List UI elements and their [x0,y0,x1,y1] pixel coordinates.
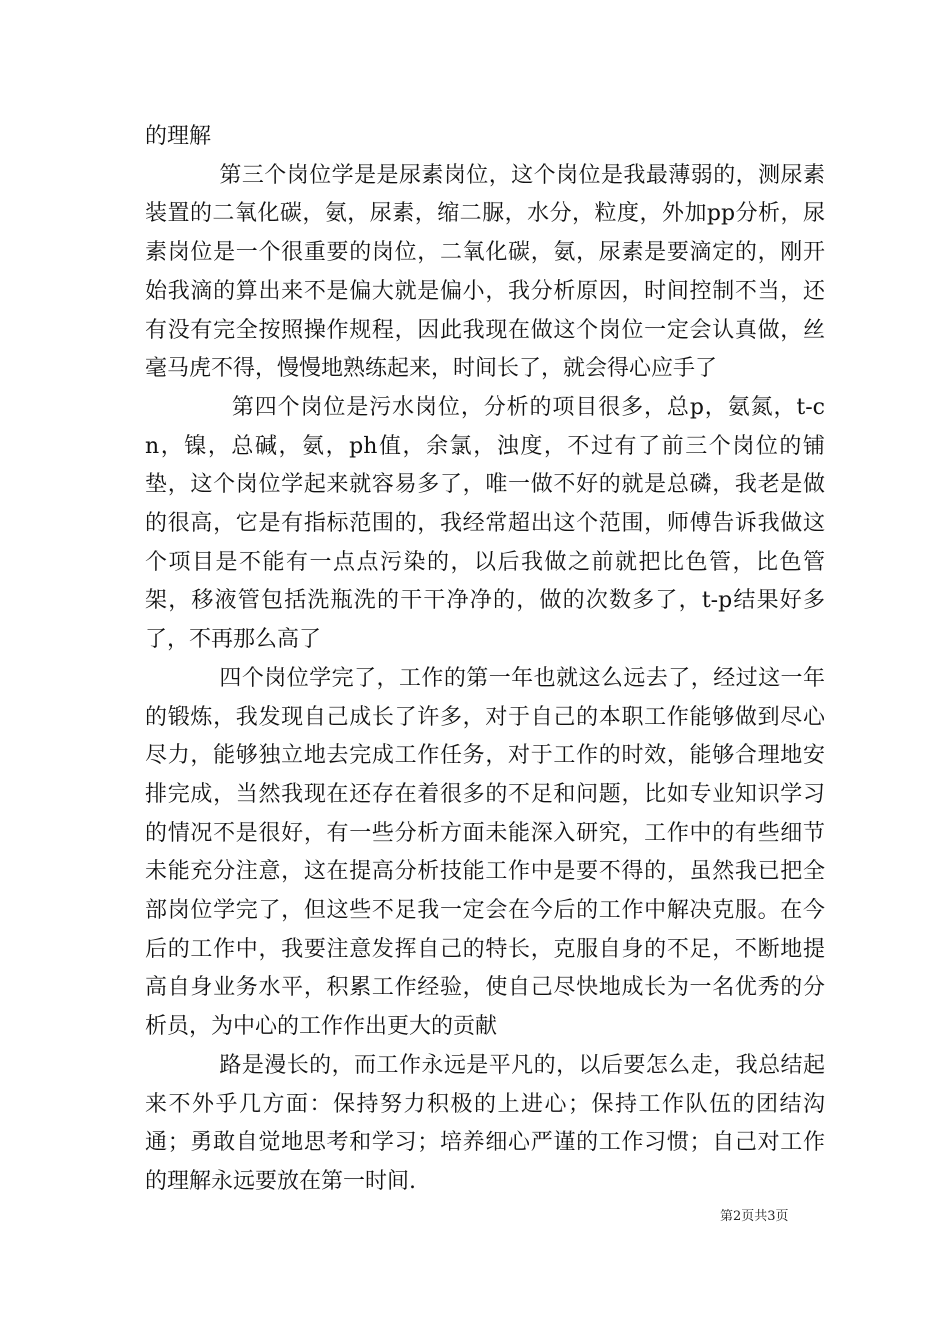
page-number-footer: 第2页共3页 [720,1209,789,1224]
paragraph-urea-post: 第三个岗位学是是尿素岗位，这个岗位是我最薄弱的，测尿素装置的二氧化碳，氨，尿素，缩二脲，水分，粒度，外加pp分析，尿素岗位是一个很重要的岗位，二氧化碳，氨，尿素是要滴定的，刚开始我滴的算出来不是偏大就是偏小，我分析原因，时间控制不当，还有没有完全按照操作规程，因此我现在做这个岗位一定会认真做，丝毫马虎不得，慢慢地熟练起来，时间长了，就会得心应手了 [145,162,825,382]
paragraph-wastewater-post: 第四个岗位是污水岗位，分析的项目很多，总p，氨氮，t-cn，镍，总碱，氨，ph值，余氯，浊度，不过有了前三个岗位的铺垫，这个岗位学起来就容易多了，唯一做不好的就是总磷，我老是做的很高，它是有指标范围的，我经常超出这个范围，师傅告诉我做这个项目是不能有一点点污染的，以后我做之前就把比色管，比色管架，移液管包括洗瓶洗的干干净净的，做的次数多了，t-p结果好多了，不再那么高了 [145,394,825,653]
body-text [145,118,825,1202]
paragraph-conclusion: 路是漫长的，而工作永远是平凡的，以后要怎么走，我总结起来不外乎几方面：保持努力积极的上进心；保持工作队伍的团结沟通；勇敢自觉地思考和学习；培养细心严谨的工作习惯；自己对工作的理解永远要放在第一时间. [145,1052,825,1194]
paragraph-continuation: 的理解 [145,124,212,149]
paragraph-first-year-summary: 四个岗位学完了，工作的第一年也就这么远去了，经过这一年的锻炼，我发现自己成长了许多，对于自己的本职工作能够做到尽心尽力，能够独立地去完成工作任务，对于工作的时效，能够合理地安排完成，当然我现在还存在着很多的不足和问题，比如专业知识学习的情况不是很好，有一些分析方面未能深入研究，工作中的有些细节未能充分注意，这在提高分析技能工作中是要不得的，虽然我已把全部岗位学完了，但这些不足我一定会在今后的工作中解决克服。在今后的工作中，我要注意发挥自己的特长，克服自身的不足，不断地提高自身业务水平，积累工作经验，使自己尽快地成长为一名优秀的分析员，为中心的工作作出更大的贡献 [145,665,825,1040]
